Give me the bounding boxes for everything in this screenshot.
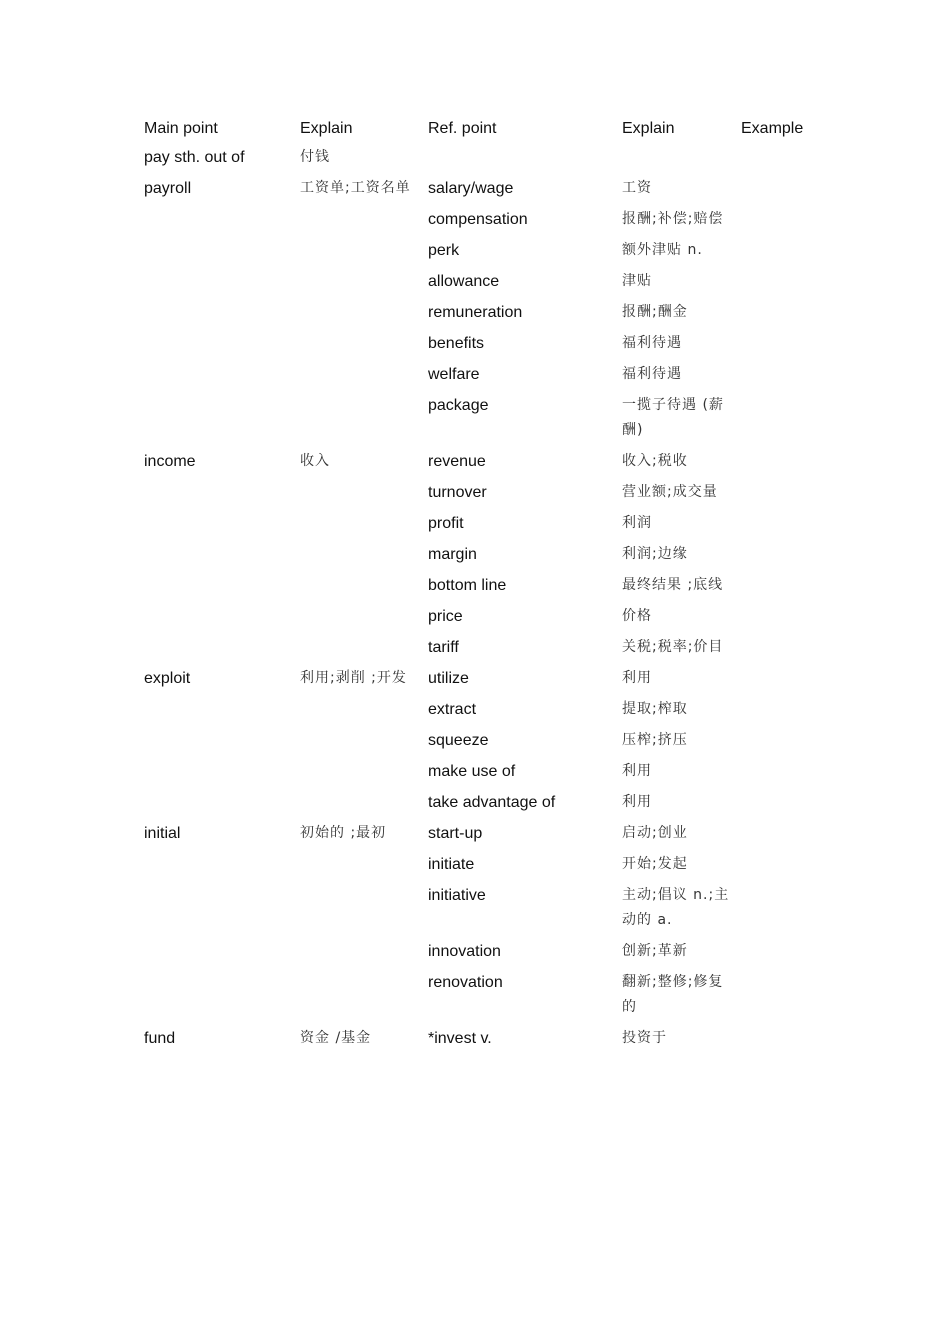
ref-point-cell: price bbox=[428, 608, 463, 625]
ref-point-cell: take advantage of bbox=[428, 794, 556, 811]
main-explain-cell bbox=[296, 478, 424, 509]
main-point-cell bbox=[140, 571, 296, 602]
ref-point-cell: turnover bbox=[428, 484, 487, 501]
main-point-cell: pay sth. out of bbox=[144, 149, 245, 166]
table-header bbox=[140, 114, 840, 143]
table-row bbox=[140, 602, 840, 633]
main-explain-cell bbox=[296, 329, 424, 360]
ref-explain-cell: 最终结果 ;底线 bbox=[622, 577, 724, 593]
ref-point-cell: package bbox=[428, 397, 489, 414]
table-row bbox=[140, 329, 840, 360]
table-row bbox=[140, 881, 840, 937]
ref-explain-cell: 压榨;挤压 bbox=[622, 732, 688, 748]
ref-point-cell: perk bbox=[428, 242, 460, 259]
main-point-cell bbox=[140, 726, 296, 757]
ref-point-cell: profit bbox=[428, 515, 464, 532]
ref-explain-cell: 利润 bbox=[622, 515, 652, 531]
main-explain-cell bbox=[296, 633, 424, 664]
ref-point-cell: tariff bbox=[428, 639, 459, 656]
header-row bbox=[140, 114, 840, 143]
example-cell bbox=[737, 267, 840, 298]
example-cell bbox=[737, 478, 840, 509]
example-cell bbox=[737, 571, 840, 602]
ref-point-cell: salary/wage bbox=[428, 180, 514, 197]
example-cell bbox=[737, 664, 840, 695]
ref-explain-cell: 投资于 bbox=[622, 1030, 667, 1046]
main-point-cell bbox=[140, 968, 296, 1024]
main-point-cell bbox=[140, 298, 296, 329]
table-row bbox=[140, 360, 840, 391]
ref-explain-cell: 津贴 bbox=[622, 273, 652, 289]
example-cell bbox=[737, 881, 840, 937]
main-explain-cell: 收入 bbox=[300, 453, 330, 469]
main-point-cell: income bbox=[144, 453, 196, 470]
main-point-cell bbox=[140, 881, 296, 937]
main-point-cell bbox=[140, 360, 296, 391]
main-point-cell: payroll bbox=[144, 180, 192, 197]
ref-point-cell: bottom line bbox=[428, 577, 507, 594]
main-explain-cell bbox=[296, 757, 424, 788]
main-point-cell: initial bbox=[144, 825, 181, 842]
example-cell bbox=[737, 968, 840, 1024]
example-cell bbox=[737, 937, 840, 968]
ref-explain-cell: 启动;创业 bbox=[622, 825, 688, 841]
ref-point-cell: make use of bbox=[428, 763, 516, 780]
main-explain-cell bbox=[296, 726, 424, 757]
ref-point-cell: extract bbox=[428, 701, 477, 718]
main-point-cell bbox=[140, 850, 296, 881]
ref-point-cell: benefits bbox=[428, 335, 485, 352]
example-cell bbox=[737, 1024, 840, 1055]
table-row bbox=[140, 819, 840, 850]
main-point-cell bbox=[140, 633, 296, 664]
main-explain-cell bbox=[296, 509, 424, 540]
table-row bbox=[140, 757, 840, 788]
ref-explain-cell: 福利待遇 bbox=[622, 335, 682, 351]
ref-point-cell: compensation bbox=[428, 211, 528, 228]
main-point-cell bbox=[140, 788, 296, 819]
main-point-cell bbox=[140, 205, 296, 236]
ref-point-cell bbox=[424, 143, 618, 174]
header-ref-explain: Explain bbox=[622, 120, 675, 137]
main-point-cell bbox=[140, 236, 296, 267]
example-cell bbox=[737, 695, 840, 726]
example-cell bbox=[737, 540, 840, 571]
main-explain-cell: 初始的 ;最初 bbox=[300, 825, 387, 841]
ref-explain-cell: 福利待遇 bbox=[622, 366, 682, 382]
ref-explain-cell: 额外津贴 n. bbox=[622, 242, 703, 258]
table-row bbox=[140, 937, 840, 968]
example-cell bbox=[737, 602, 840, 633]
example-cell bbox=[737, 850, 840, 881]
example-cell bbox=[737, 174, 840, 205]
example-cell bbox=[737, 391, 840, 447]
main-explain-cell bbox=[296, 850, 424, 881]
ref-explain-cell: 提取;榨取 bbox=[622, 701, 688, 717]
ref-point-cell: remuneration bbox=[428, 304, 523, 321]
main-explain-cell bbox=[296, 391, 424, 447]
example-cell bbox=[737, 143, 840, 174]
main-point-cell: exploit bbox=[144, 670, 191, 687]
ref-explain-cell: 创新;革新 bbox=[622, 943, 688, 959]
ref-explain-cell: 一揽子待遇 (薪酬) bbox=[622, 397, 724, 438]
ref-explain-cell: 报酬;补偿;赔偿 bbox=[622, 211, 724, 227]
table-row bbox=[140, 788, 840, 819]
main-explain-cell bbox=[296, 236, 424, 267]
ref-explain-cell: 开始;发起 bbox=[622, 856, 688, 872]
main-explain-cell: 资金 /基金 bbox=[300, 1030, 372, 1046]
table-row bbox=[140, 236, 840, 267]
main-explain-cell: 利用;剥削 ;开发 bbox=[300, 670, 407, 686]
main-point-cell bbox=[140, 267, 296, 298]
main-point-cell bbox=[140, 757, 296, 788]
main-point-cell bbox=[140, 937, 296, 968]
main-point-cell bbox=[140, 391, 296, 447]
header-ref-point: Ref. point bbox=[428, 120, 497, 137]
table-row bbox=[140, 633, 840, 664]
table-row bbox=[140, 478, 840, 509]
ref-explain-cell: 工资 bbox=[622, 180, 652, 196]
ref-explain-cell: 收入;税收 bbox=[622, 453, 688, 469]
table-row bbox=[140, 174, 840, 205]
ref-point-cell: squeeze bbox=[428, 732, 489, 749]
example-cell bbox=[737, 205, 840, 236]
example-cell bbox=[737, 757, 840, 788]
table-row bbox=[140, 267, 840, 298]
main-explain-cell bbox=[296, 602, 424, 633]
table-row bbox=[140, 695, 840, 726]
header-main-point: Main point bbox=[144, 120, 218, 137]
ref-explain-cell bbox=[618, 143, 737, 174]
example-cell bbox=[737, 788, 840, 819]
ref-explain-cell: 利润;边缘 bbox=[622, 546, 688, 562]
vocabulary-table bbox=[140, 114, 840, 1055]
example-cell bbox=[737, 329, 840, 360]
main-point-cell bbox=[140, 540, 296, 571]
table-row bbox=[140, 509, 840, 540]
main-explain-cell bbox=[296, 540, 424, 571]
header-explain: Explain bbox=[300, 120, 353, 137]
ref-explain-cell: 利用 bbox=[622, 794, 652, 810]
main-explain-cell bbox=[296, 360, 424, 391]
table-row bbox=[140, 298, 840, 329]
table-row bbox=[140, 726, 840, 757]
ref-point-cell: renovation bbox=[428, 974, 503, 991]
main-point-cell bbox=[140, 602, 296, 633]
header-example: Example bbox=[741, 120, 804, 137]
table-row bbox=[140, 391, 840, 447]
ref-explain-cell: 利用 bbox=[622, 763, 652, 779]
ref-point-cell: start-up bbox=[428, 825, 483, 842]
ref-explain-cell: 利用 bbox=[622, 670, 652, 686]
main-explain-cell bbox=[296, 695, 424, 726]
main-explain-cell: 工资单;工资名单 bbox=[300, 180, 411, 196]
main-point-cell bbox=[140, 509, 296, 540]
ref-point-cell: utilize bbox=[428, 670, 469, 687]
ref-point-cell: *invest v. bbox=[428, 1030, 492, 1047]
ref-point-cell: allowance bbox=[428, 273, 500, 290]
main-explain-cell bbox=[296, 788, 424, 819]
table-row bbox=[140, 205, 840, 236]
main-point-cell bbox=[140, 329, 296, 360]
main-explain-cell bbox=[296, 571, 424, 602]
example-cell bbox=[737, 509, 840, 540]
table-row bbox=[140, 1024, 840, 1055]
ref-explain-cell: 关税;税率;价目 bbox=[622, 639, 724, 655]
table-row bbox=[140, 850, 840, 881]
main-explain-cell bbox=[296, 881, 424, 937]
ref-explain-cell: 翻新;整修;修复的 bbox=[622, 974, 724, 1015]
example-cell bbox=[737, 633, 840, 664]
main-explain-cell bbox=[296, 205, 424, 236]
main-explain-cell bbox=[296, 267, 424, 298]
ref-point-cell: innovation bbox=[428, 943, 501, 960]
main-point-cell bbox=[140, 695, 296, 726]
example-cell bbox=[737, 726, 840, 757]
ref-point-cell: initiative bbox=[428, 887, 486, 904]
table-row bbox=[140, 664, 840, 695]
table-row bbox=[140, 447, 840, 478]
main-point-cell: fund bbox=[144, 1030, 176, 1047]
ref-point-cell: revenue bbox=[428, 453, 486, 470]
main-explain-cell bbox=[296, 937, 424, 968]
ref-point-cell: initiate bbox=[428, 856, 475, 873]
ref-point-cell: welfare bbox=[428, 366, 480, 383]
example-cell bbox=[737, 819, 840, 850]
table-row bbox=[140, 968, 840, 1024]
ref-explain-cell: 营业额;成交量 bbox=[622, 484, 718, 500]
table-row bbox=[140, 143, 840, 174]
main-explain-cell bbox=[296, 968, 424, 1024]
ref-point-cell: margin bbox=[428, 546, 477, 563]
example-cell bbox=[737, 236, 840, 267]
table-body bbox=[140, 143, 840, 1055]
main-point-cell bbox=[140, 478, 296, 509]
ref-explain-cell: 报酬;酬金 bbox=[622, 304, 688, 320]
example-cell bbox=[737, 447, 840, 478]
table-row bbox=[140, 571, 840, 602]
example-cell bbox=[737, 298, 840, 329]
main-explain-cell: 付钱 bbox=[300, 149, 330, 165]
ref-explain-cell: 价格 bbox=[622, 608, 652, 624]
ref-explain-cell: 主动;倡议 n.;主动的 a. bbox=[622, 887, 730, 928]
table-row bbox=[140, 540, 840, 571]
example-cell bbox=[737, 360, 840, 391]
main-explain-cell bbox=[296, 298, 424, 329]
